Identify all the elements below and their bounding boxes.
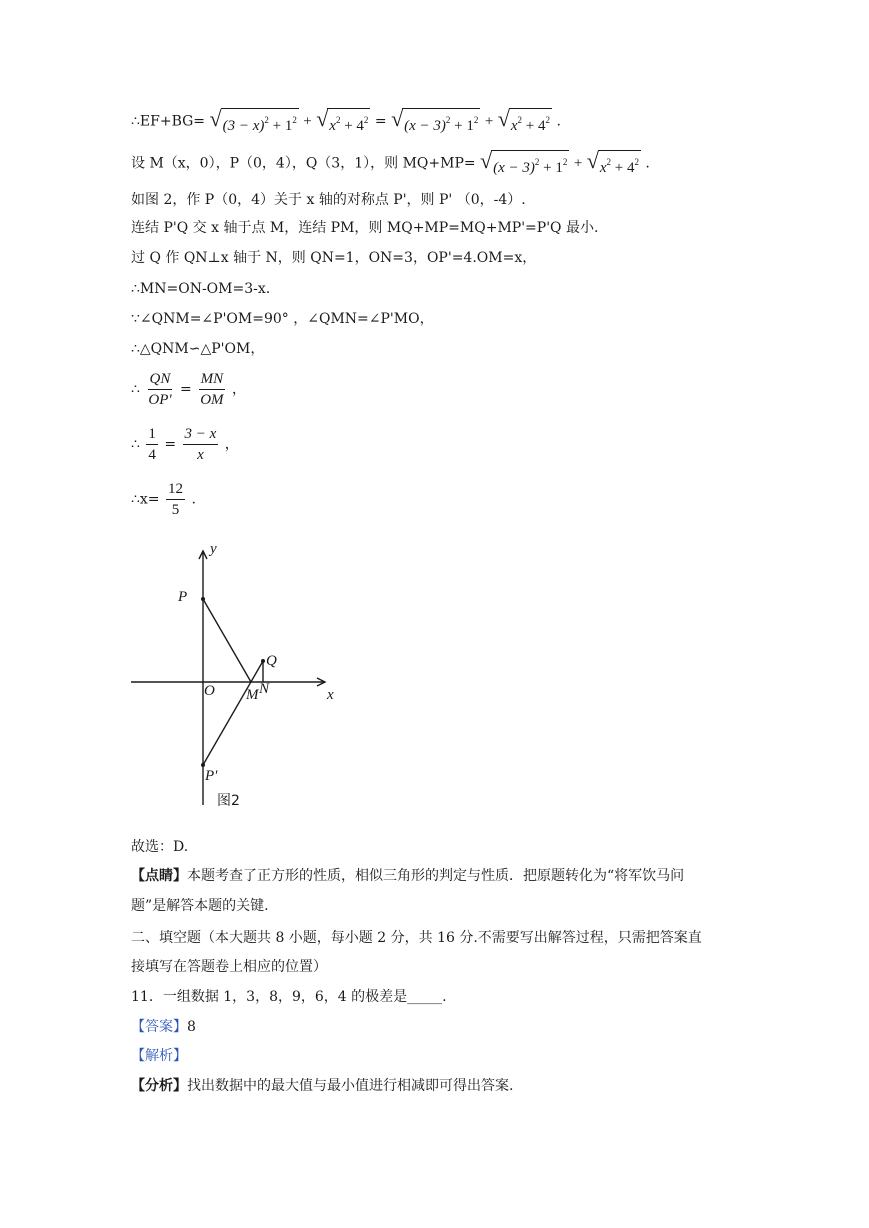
fraction-qn-op: $\frac{QN}{OP'}$ <box>148 371 172 408</box>
fraction-1-4: $\frac{1}{4}$ <box>148 426 156 463</box>
label-x: x <box>327 687 334 703</box>
section-header-1: 二、填空题（本大题共 8 小题，每小题 2 分，共 16 分.不需要写出解答过程，只需把答案直 <box>131 930 702 946</box>
equals-sign: = <box>374 113 387 130</box>
figure-2-diagram <box>120 535 360 815</box>
label-m: M <box>246 687 259 703</box>
label-p-prime: P' <box>205 768 218 784</box>
sqrt-term-2: √ $x^2 + 4^2$ <box>316 106 369 134</box>
label-y: y <box>210 541 217 557</box>
comment-line-1: 【点睛】本题考查了正方形的性质，相似三角形的判定与性质．把原题转化为“将军饮马问 <box>131 868 685 884</box>
section-header-2: 接填写在答题卷上相应的位置） <box>131 959 327 975</box>
segment-p-m <box>203 599 251 682</box>
label-n: N <box>259 681 270 697</box>
fraction-12-5: $\frac{12}{5}$ <box>168 481 183 518</box>
text-line-8: ∴△QNM∽△P'OM， <box>131 341 265 357</box>
text-line-3: 如图 2，作 P（0，4）关于 x 轴的对称点 P'，则 P' （0，-4）. <box>131 192 526 208</box>
sqrt-term-5: √ $(x - 3)^2 + 1^2$ <box>480 148 568 176</box>
sqrt-term-4: √ $x^2 + 4^2$ <box>497 106 550 134</box>
ratio-substitution: ∴ $\frac{1}{4}$ = $\frac{3 - x}{x}$ ， <box>131 426 239 463</box>
fraction-mn-om: $\frac{MN}{OM}$ <box>200 371 224 408</box>
ef-bg-prefix: ∴EF+BG= <box>131 113 206 130</box>
text-line-5: 过 Q 作 QN⊥x 轴于 N，则 QN=1，ON=3，OP'=4.OM=x， <box>131 250 537 266</box>
text-line-7: ∵∠QNM=∠P'OM=90° ，∠QMN=∠P'MO， <box>131 311 434 327</box>
choice-line: 故选：D. <box>131 839 189 855</box>
comment-tag: 【点睛】 <box>131 868 187 884</box>
answer-tag: 【答案】 <box>131 1019 187 1035</box>
equation-line-ef-bg: ∴EF+BG= √ $(3 - x)^2 + 1^2$ + √ $x^2 + 4^2$ = √ $(x - 3)^2 + 1^2$ + √ $x^2 + 4^2$ . <box>131 106 561 134</box>
text-line-4: 连结 P'Q 交 x 轴于点 M，连结 PM，则 MQ+MP=MQ+MP'=P'Q 最小. <box>131 220 599 236</box>
text-line-6: ∴MN=ON-OM=3-x. <box>131 281 271 297</box>
plus-sign: + <box>303 113 312 130</box>
equation-line-mq-mp: 设 M（x，0），P（0，4），Q（3，1），则 MQ+MP= √ $(x - 3)^2 + 1^2$ + √ $x^2 + 4^2$ . <box>131 148 650 176</box>
sqrt-term-1: √ $(3 - x)^2 + 1^2$ <box>209 106 297 134</box>
fraction-3mx-x: $\frac{3 - x}{x}$ <box>184 426 217 463</box>
sqrt-term-3: √ $(x - 3)^2 + 1^2$ <box>391 106 479 134</box>
point-pp <box>201 763 205 767</box>
answer-value: 8 <box>187 1019 196 1035</box>
answer-line <box>131 1017 196 1037</box>
label-p: P <box>178 589 188 605</box>
segment-pp-q <box>203 661 263 765</box>
label-q: Q <box>266 653 277 669</box>
ratio-equation: ∴ $\frac{QN}{OP'}$ = $\frac{MN}{OM}$ ， <box>131 371 246 408</box>
figure-caption: 图2 <box>217 793 240 809</box>
sqrt-term-6: √ $x^2 + 4^2$ <box>586 148 639 176</box>
point-q <box>261 659 265 663</box>
analysis-line: 【分析】找出数据中的最大值与最小值进行相减即可得出答案. <box>131 1078 514 1094</box>
label-o: O <box>204 683 215 699</box>
mq-mp-prefix: 设 M（x，0），P（0，4），Q（3，1），则 MQ+MP= <box>131 155 476 172</box>
plus-sign: + <box>484 113 494 130</box>
question-11: 11．一组数据 1，3，8，9，6，4 的极差是_____. <box>131 989 447 1005</box>
point-p <box>201 597 205 601</box>
analysis-tag: 【分析】 <box>131 1078 187 1094</box>
explain-tag: 【解析】 <box>131 1048 187 1064</box>
comment-line-2: 题”是解答本题的关键. <box>131 898 269 914</box>
solution-x: ∴x= $\frac{12}{5}$ . <box>131 481 196 518</box>
